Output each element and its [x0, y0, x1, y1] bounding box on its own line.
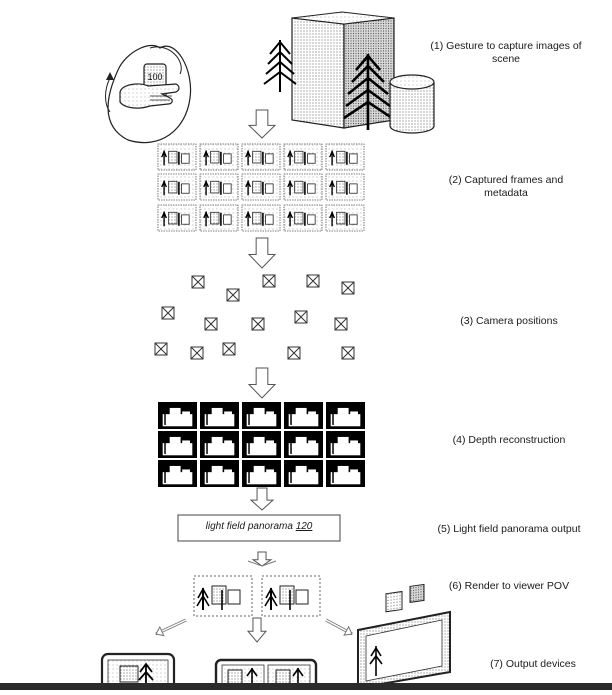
frame-thumbnail: [284, 174, 322, 200]
frame-thumbnail: [242, 174, 280, 200]
camera-position-marker: [192, 276, 204, 288]
camera-position-marker: [342, 282, 354, 294]
camera-position-marker: [335, 318, 347, 330]
panorama-reference-numeral: 120: [295, 521, 313, 532]
step-3-label: [420, 315, 598, 328]
camera-position-marker: [191, 347, 203, 359]
step-1-label: [418, 40, 594, 66]
scene-illustration: [264, 12, 434, 133]
step-4-label: [420, 434, 598, 447]
camera-position-marker: [227, 289, 239, 301]
diagonal-arrow: [156, 620, 186, 636]
camera-position-marker: [205, 318, 217, 330]
step-2-line1: (2) Captured frames and: [448, 174, 564, 186]
step-5-label: [410, 523, 608, 536]
camera-position-marker: [307, 275, 319, 287]
device-reference-numeral: 100: [147, 72, 163, 82]
depth-reconstruction-grid: [158, 402, 365, 487]
frame-thumbnail: [158, 205, 196, 231]
step-2-label: [420, 174, 592, 200]
frame-thumbnail: [158, 144, 196, 170]
frame-thumbnail: [284, 402, 323, 429]
step-1-line1: (1) Gesture to capture images of: [430, 40, 582, 52]
frame-thumbnail: [200, 402, 239, 429]
frame-thumbnail: [284, 431, 323, 458]
gesture-illustration: [106, 45, 191, 142]
camera-position-marker: [263, 275, 275, 287]
down-arrow: [249, 238, 275, 268]
panorama-label-text: light field panorama: [205, 521, 296, 532]
cylinder-object: [390, 75, 434, 133]
down-arrow: [249, 368, 275, 398]
step-3-line1: (3) Camera positions: [460, 315, 558, 327]
light-field-panorama-label: [178, 521, 340, 532]
camera-position-marker: [342, 347, 354, 359]
frame-thumbnail: [326, 144, 364, 170]
render-views: [194, 561, 320, 616]
camera-positions: [155, 275, 354, 359]
camera-position-marker: [223, 343, 235, 355]
frame-thumbnail: [284, 144, 322, 170]
frame-thumbnail: [158, 431, 197, 458]
down-arrow: [249, 110, 275, 138]
frame-thumbnail: [326, 431, 365, 458]
frame-thumbnail: [158, 174, 196, 200]
step-7-line1: (7) Output devices: [490, 658, 576, 670]
frame-thumbnail: [326, 174, 364, 200]
captured-frames-grid: [158, 144, 364, 231]
frame-thumbnail: [284, 205, 322, 231]
step-2-line2: metadata: [484, 187, 528, 199]
frame-thumbnail: [200, 205, 238, 231]
frame-thumbnail: [326, 205, 364, 231]
frame-thumbnail: [200, 174, 238, 200]
camera-position-marker: [252, 318, 264, 330]
step-5-line1: (5) Light field panorama output: [437, 523, 581, 535]
camera-position-marker: [288, 347, 300, 359]
frame-thumbnail: [200, 460, 239, 487]
rendered-view: [262, 576, 320, 616]
camera-position-marker: [155, 343, 167, 355]
frame-thumbnail: [242, 144, 280, 170]
camera-position-marker: [162, 307, 174, 319]
step-7-label: [468, 658, 598, 671]
frame-thumbnail: [200, 431, 239, 458]
step-4-line1: (4) Depth reconstruction: [452, 434, 566, 446]
frame-thumbnail: [200, 144, 238, 170]
diagonal-arrow: [326, 620, 352, 635]
bottom-edge-bar: [0, 683, 612, 690]
frame-thumbnail: [242, 431, 281, 458]
tree-icon: [264, 40, 296, 92]
frame-thumbnail: [242, 205, 280, 231]
step-6-line1: (6) Render to viewer POV: [448, 580, 570, 592]
frame-thumbnail: [326, 460, 365, 487]
frame-thumbnail: [284, 460, 323, 487]
rendered-view: [194, 576, 252, 616]
down-arrow: [251, 488, 273, 510]
step-6-label: [420, 580, 598, 593]
frame-thumbnail: [158, 460, 197, 487]
tv-output-device: [358, 584, 450, 688]
down-arrow: [248, 618, 266, 642]
step-1-line2: scene: [491, 53, 521, 65]
camera-position-marker: [295, 311, 307, 323]
frame-thumbnail: [242, 460, 281, 487]
frame-thumbnail: [326, 402, 365, 429]
frame-thumbnail: [158, 402, 197, 429]
frame-thumbnail: [242, 402, 281, 429]
